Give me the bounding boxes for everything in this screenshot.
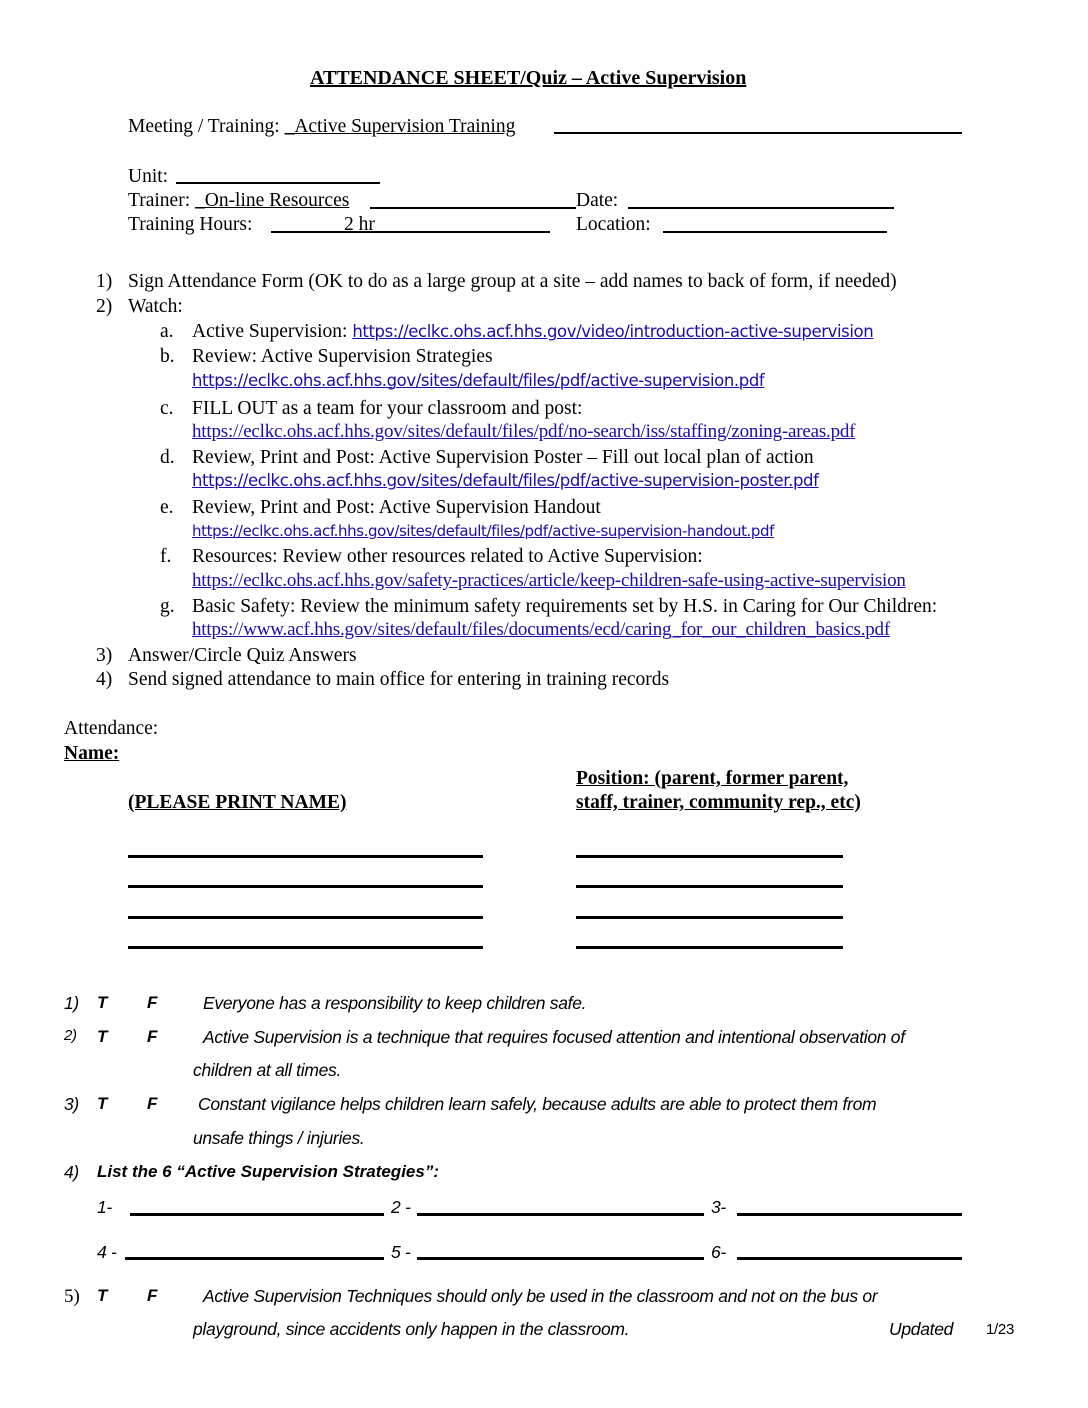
strategy-label: 4 -	[97, 1242, 117, 1262]
quiz-question-text: Active Supervision is a technique that requires focused attention and intentional observation of	[203, 1027, 905, 1047]
watch-link-d[interactable]: https://eclkc.ohs.acf.hhs.gov/sites/default/files/pdf/active-supervision-poster.pdf	[192, 471, 819, 490]
item-letter: c.	[160, 398, 174, 419]
step-text: Send signed attendance to main office for entering in training records	[128, 669, 670, 690]
quiz-question-text-cont: children at all times.	[193, 1060, 342, 1080]
meeting-blank-line	[554, 132, 962, 134]
attendee-position-input-2[interactable]	[576, 885, 843, 888]
watch-item-d	[160, 446, 814, 470]
step-3	[96, 644, 357, 668]
strategy-label: 3-	[711, 1197, 726, 1217]
step-text: Sign Attendance Form (OK to do as a large group at a site – add names to back of form, if needed)	[128, 271, 897, 292]
quiz-question-text: Constant vigilance helps children learn safely, because adults are able to protect them from	[198, 1094, 877, 1114]
item-letter: e.	[160, 497, 174, 518]
quiz-question-text: Active Supervision Techniques should only be used in the classroom and not on the bus or	[203, 1286, 878, 1306]
true-option[interactable]: T	[97, 1027, 108, 1046]
quiz-question-number: 1)	[64, 993, 79, 1013]
trainer-label: Trainer:	[128, 190, 191, 211]
date-label: Date:	[576, 190, 619, 211]
attendee-name-input-1[interactable]	[128, 855, 483, 858]
item-text: Review, Print and Post: Active Supervision Poster – Fill out local plan of action	[192, 447, 814, 468]
quiz-question-number: 3)	[64, 1094, 79, 1114]
location-label: Location:	[576, 214, 651, 235]
watch-link-a[interactable]: https://eclkc.ohs.acf.hhs.gov/video/introduction-active-supervision	[352, 322, 874, 341]
watch-link-e[interactable]: https://eclkc.ohs.acf.hhs.gov/sites/default/files/pdf/active-supervision-handout.pdf	[192, 522, 775, 540]
step-number: 1)	[96, 271, 113, 292]
trainer-field	[128, 189, 349, 213]
item-text: Basic Safety: Review the minimum safety requirements set by H.S. in Caring for Our Children:	[192, 596, 938, 617]
item-letter: a.	[160, 321, 174, 342]
attendee-name-input-2[interactable]	[128, 885, 483, 888]
true-option[interactable]: T	[97, 993, 108, 1012]
strategy-label: 6-	[711, 1242, 726, 1262]
step-text: Answer/Circle Quiz Answers	[128, 645, 357, 666]
item-letter: b.	[160, 346, 175, 367]
watch-link-b[interactable]: https://eclkc.ohs.acf.hhs.gov/sites/default/files/pdf/active-supervision.pdf	[192, 371, 765, 390]
step-2	[96, 295, 183, 319]
item-text: Active Supervision:	[192, 321, 348, 342]
meeting-value[interactable]: _Active Supervision Training	[284, 116, 516, 137]
strategy-label: 1-	[97, 1197, 112, 1217]
attendee-name-input-4[interactable]	[128, 946, 483, 949]
hours-value: 2 hr	[344, 214, 375, 235]
quiz-question-text-cont: unsafe things / injuries.	[193, 1128, 365, 1148]
item-text: Review, Print and Post: Active Supervision Handout	[192, 497, 601, 518]
false-option[interactable]: F	[147, 993, 158, 1012]
step-number: 2)	[96, 296, 113, 317]
page-title: ATTENDANCE SHEET/Quiz – Active Supervision	[310, 67, 747, 89]
watch-item-a	[160, 320, 873, 344]
quiz-question-number: 4)	[64, 1162, 79, 1182]
false-option[interactable]: F	[147, 1286, 158, 1305]
unit-input[interactable]	[176, 182, 380, 184]
watch-link-g[interactable]: https://www.acf.hhs.gov/sites/default/files/documents/ecd/caring_for_our_children_basics.pdf	[192, 619, 890, 640]
updated-date: 1/23	[986, 1321, 1014, 1338]
strategy-input-3[interactable]	[737, 1213, 962, 1216]
watch-link-c[interactable]: https://eclkc.ohs.acf.hhs.gov/sites/default/files/pdf/no-search/iss/staffing/zoning-areas.pdf	[192, 421, 856, 442]
watch-item-f	[160, 545, 703, 569]
strategy-label: 2 -	[391, 1197, 411, 1217]
watch-item-g	[160, 595, 937, 619]
quiz-question-text: Everyone has a responsibility to keep children safe.	[203, 993, 587, 1013]
false-option[interactable]: F	[147, 1094, 158, 1113]
attendee-position-input-4[interactable]	[576, 946, 843, 949]
updated-label: Updated	[889, 1319, 954, 1339]
print-name-heading: (PLEASE PRINT NAME)	[128, 792, 347, 813]
position-heading-line1: Position: (parent, former parent,	[576, 768, 849, 789]
strategy-input-6[interactable]	[737, 1257, 962, 1260]
watch-link-f[interactable]: https://eclkc.ohs.acf.hhs.gov/safety-practices/article/keep-children-safe-using-active-supervision	[192, 570, 906, 591]
quiz-question-text-cont: playground, since accidents only happen in the classroom.	[193, 1319, 630, 1339]
unit-label: Unit:	[128, 166, 169, 187]
item-letter: f.	[160, 546, 172, 567]
strategy-input-5[interactable]	[417, 1257, 704, 1260]
strategy-label: 5 -	[391, 1242, 411, 1262]
attendee-name-input-3[interactable]	[128, 916, 483, 919]
name-heading: Name:	[64, 743, 120, 764]
hours-input-line[interactable]	[271, 231, 550, 233]
strategy-input-1[interactable]	[130, 1213, 384, 1216]
item-letter: g.	[160, 596, 175, 617]
position-heading-line2: staff, trainer, community rep., etc)	[576, 792, 861, 813]
item-letter: d.	[160, 447, 175, 468]
true-option[interactable]: T	[97, 1094, 108, 1113]
step-text: Watch:	[128, 296, 183, 317]
watch-item-b	[160, 345, 493, 369]
item-text: Resources: Review other resources related to Active Supervision:	[192, 546, 703, 567]
true-option[interactable]: T	[97, 1286, 108, 1305]
meeting-label: Meeting / Training:	[128, 116, 280, 137]
date-input[interactable]	[628, 207, 894, 209]
item-text: Review: Active Supervision Strategies	[192, 346, 493, 367]
step-number: 4)	[96, 669, 113, 690]
step-1	[96, 270, 897, 294]
false-option[interactable]: F	[147, 1027, 158, 1046]
attendee-position-input-3[interactable]	[576, 916, 843, 919]
attendance-label: Attendance:	[64, 718, 159, 739]
watch-item-e	[160, 496, 601, 520]
quiz-question-number: 2)	[64, 1027, 77, 1044]
strategies-prompt: List the 6 “Active Supervision Strategies”:	[97, 1162, 439, 1181]
item-text: FILL OUT as a team for your classroom and post:	[192, 398, 583, 419]
step-number: 3)	[96, 645, 113, 666]
location-input[interactable]	[663, 231, 887, 233]
hours-label: Training Hours:	[128, 214, 253, 235]
watch-item-c	[160, 397, 582, 421]
step-4	[96, 668, 669, 692]
attendee-position-input-1[interactable]	[576, 855, 843, 858]
trainer-blank-line	[370, 207, 576, 209]
trainer-value[interactable]: _On-line Resources	[194, 190, 350, 211]
strategy-input-2[interactable]	[417, 1213, 704, 1216]
strategy-input-4[interactable]	[125, 1257, 384, 1260]
meeting-field	[128, 115, 515, 139]
quiz-question-number: 5)	[64, 1286, 80, 1307]
